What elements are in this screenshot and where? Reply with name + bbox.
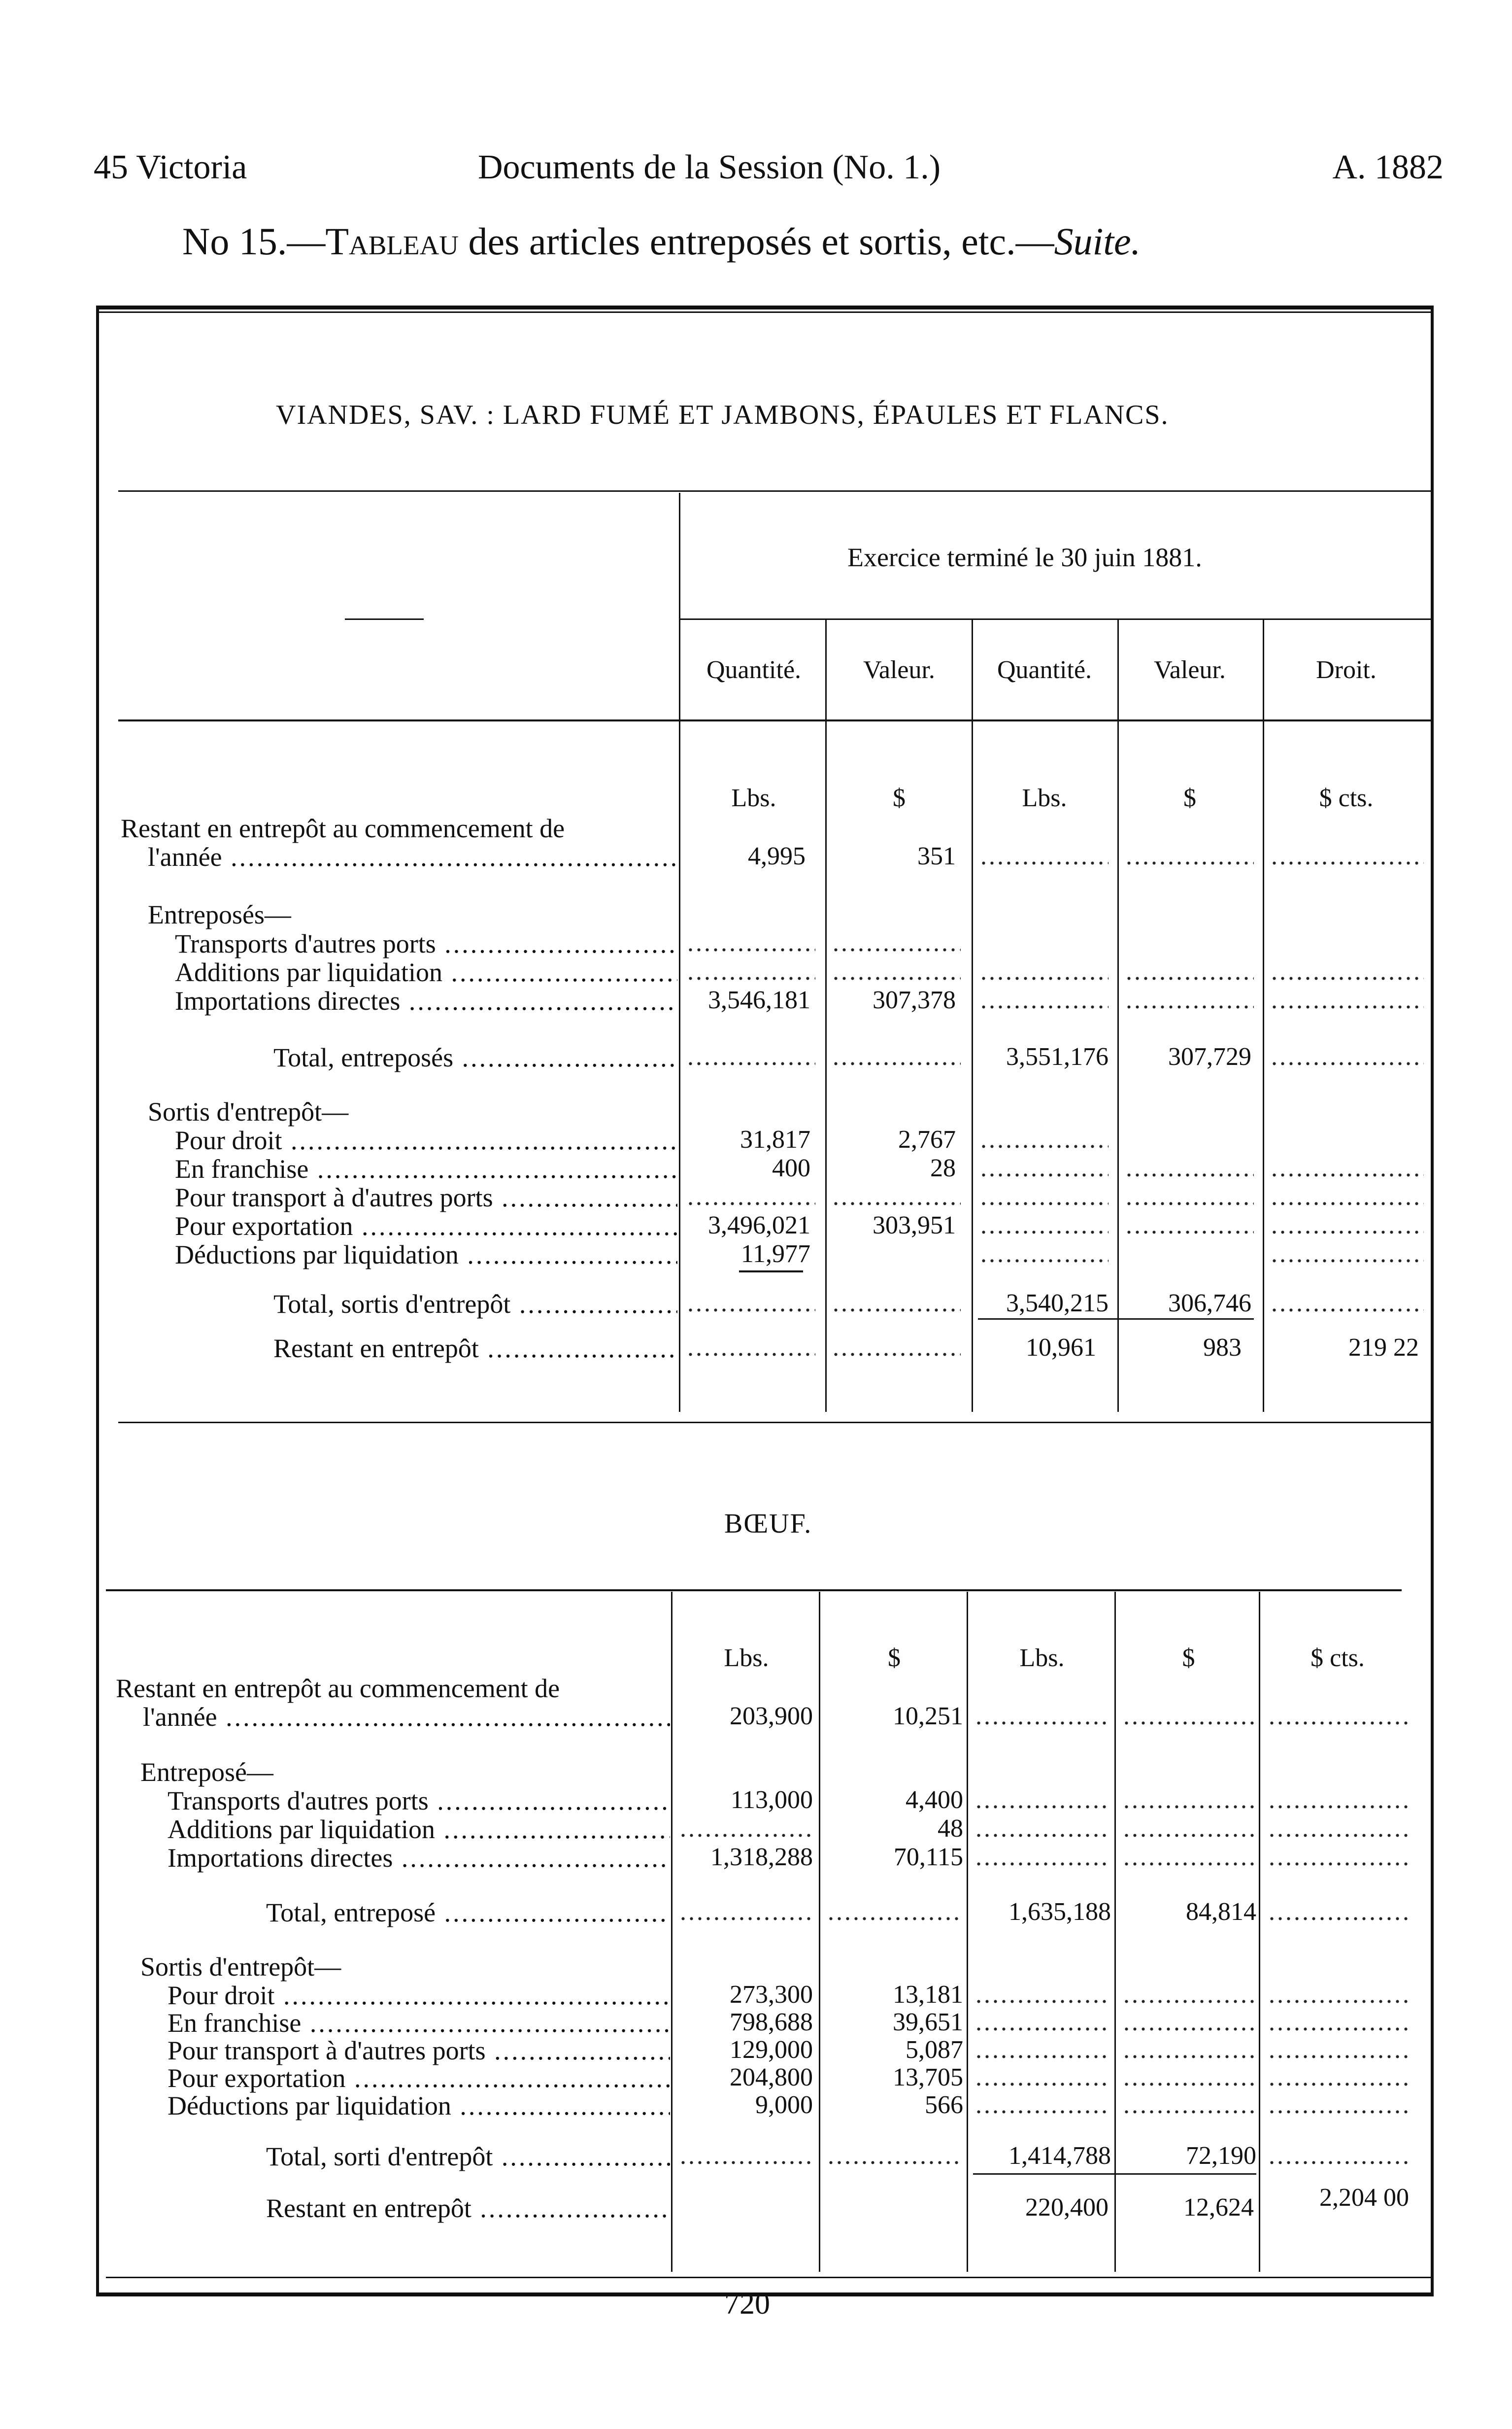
s2-sortis-v2-dots-a: [1123, 1980, 1254, 2009]
s1-restant-final: Restant en entrepôt .....: [273, 1333, 677, 1362]
s2-vrule-2: [819, 1592, 820, 2272]
caption-main: des articles entreposés et sortis, etc.—: [459, 220, 1054, 263]
s2-entr1-v: 48: [938, 1814, 963, 1843]
s2-sortis-row-2: Pour transport à d'autres ports .....: [168, 2035, 670, 2064]
caption-smallcaps: Tableau: [325, 220, 459, 263]
s1-entr0-q-dots: [687, 928, 815, 958]
s2-entr2-v: 70,115: [893, 1843, 963, 1871]
s2-sortis-droit-dots-a: [1269, 1980, 1411, 2009]
section1-title: VIANDES, SAV. : LARD FUMÉ ET JAMBONS, ÉPAULES ET FLANCS.: [276, 400, 1169, 430]
s2-tot-sortis-droit-dots: [1269, 2141, 1411, 2170]
s1-vrule-5: [1263, 620, 1264, 1412]
s1-sortis1-v: 28: [930, 1154, 956, 1182]
s1-entr-row-2: Importations directes .....: [175, 986, 677, 1014]
s2-restant-row-2: l'année .....: [116, 1702, 670, 1730]
s1-tot-entr-droit-dots: [1271, 1042, 1424, 1071]
s1-unit-lbs-2: Lbs.: [1022, 784, 1067, 812]
table-caption: [182, 219, 1141, 264]
s1-restant-q: 4,995: [748, 842, 806, 870]
section-divider: [118, 1422, 1431, 1423]
s2-restant-final-droit: 2,204 00: [1319, 2184, 1409, 2212]
s2-unit-cts: $ cts.: [1310, 1644, 1365, 1672]
s1-restant-final-v: 983: [1203, 1334, 1242, 1362]
header-right: A. 1882: [1332, 148, 1444, 186]
s2-entr-droit-dots-a: [1269, 1785, 1411, 1814]
s1-sortis-row-4: Déductions par liquidation .....: [175, 1239, 677, 1268]
s2-restant-q2-dots: [975, 1702, 1109, 1731]
s1-entr-row-1: Additions par liquidation .....: [175, 957, 677, 986]
s1-entr0-v-dots: [833, 928, 961, 958]
s2-entr1-q-dots: [680, 1814, 813, 1843]
s2-vrule-5: [1259, 1592, 1260, 2272]
s2-sortis3-v: 13,705: [893, 2063, 963, 2091]
s1-restant-row-2: [121, 842, 677, 870]
s1-restant-final-droit: 219 22: [1348, 1334, 1419, 1362]
s1-import-q: 3,546,181: [708, 986, 810, 1014]
s1-sortis2-q-dots: [687, 1182, 815, 1211]
s1-tot-sortis-q-dots: [687, 1289, 815, 1318]
s2-sortis-q2-dots-a: [975, 1980, 1109, 2009]
s1-restant-label-2: l'année .....: [148, 842, 677, 872]
caption-prefix: No 15.—: [182, 220, 326, 263]
s2-unit-dollar-1: $: [888, 1644, 901, 1672]
s1-entr-droit-dots-b: [1271, 986, 1424, 1015]
s2-entr-v2-dots-b: [1123, 1814, 1254, 1843]
s2-vrule-4: [1114, 1592, 1116, 2272]
s2-total-sortis-v: 72,190: [1186, 2142, 1256, 2170]
s1-sortis-row-2: Pour transport à d'autres ports .....: [175, 1182, 677, 1211]
s2-sortis-droit-dots-e: [1269, 2090, 1411, 2120]
s2-entr-q2-dots-c: [975, 1843, 1109, 1872]
s2-entr2-q: 1,318,288: [710, 1843, 813, 1871]
s1-tot-entr-q-dots: [687, 1042, 815, 1071]
running-header: [94, 148, 1444, 202]
s2-sortis4-q: 9,000: [755, 2091, 813, 2119]
s2-sortis-heading: Sortis d'entrepôt—: [140, 1952, 341, 1982]
s2-sortis4-v: 566: [925, 2091, 963, 2119]
s2-sortis-q2-dots-c: [975, 2035, 1109, 2064]
s1-sortis-v2-dots-a: [1126, 1154, 1254, 1183]
s1-sortis-q2-dots-d: [980, 1211, 1109, 1240]
s1-restant-final-q: 10,961: [1026, 1334, 1096, 1362]
frame-top-inner: [96, 311, 1434, 313]
s2-sortis1-v: 39,651: [893, 2008, 963, 2036]
s1-sortis1-q: 400: [772, 1154, 810, 1182]
col-droit: Droit.: [1316, 656, 1377, 684]
s2-restant-final-q: 220,400: [1025, 2193, 1109, 2222]
s1-entr1-v-dots: [833, 957, 961, 986]
exercice-title: Exercice terminé le 30 juin 1881.: [847, 543, 1202, 572]
s2-entr-q2-dots-a: [975, 1785, 1109, 1814]
s2-sortis1-q: 798,688: [730, 2008, 813, 2036]
s2-restant-final-v: 12,624: [1183, 2193, 1254, 2222]
s2-unit-dollar-2: $: [1182, 1644, 1195, 1672]
s1-restant-v: 351: [917, 842, 956, 870]
s1-unit-cts: $ cts.: [1319, 784, 1374, 812]
s1-sortis-q2-dots-b: [980, 1154, 1109, 1183]
s2-entr-row-1: Additions par liquidation .....: [168, 1814, 670, 1843]
section2-title: BŒUF.: [724, 1508, 812, 1539]
s2-sortis-droit-dots-c: [1269, 2035, 1411, 2064]
s1-sortis-row-1: En franchise .....: [175, 1154, 677, 1182]
s1-restant-droit-dots: [1271, 842, 1424, 871]
s1-sortis-v2-dots-c: [1126, 1211, 1254, 1240]
s2-tot-entr-v-dots: [828, 1897, 961, 1926]
s2-unit-lbs-1: Lbs.: [724, 1644, 769, 1672]
s2-sortis0-q: 273,300: [730, 1981, 813, 2009]
s1-total-sortis-v: 306,746: [1168, 1289, 1251, 1317]
s1-tot-sortis-droit-dots: [1271, 1289, 1424, 1318]
s1-entr-q2-dots-b: [980, 986, 1109, 1015]
s2-sortis-droit-dots-d: [1269, 2063, 1411, 2092]
s2-restant-label-1: Restant en entrepôt au commencement de: [116, 1674, 560, 1703]
s2-vrule-3: [967, 1592, 968, 2272]
s1-total-sortis: Total, sortis d'entrepôt .....: [273, 1289, 677, 1317]
header-bottom-rule: [118, 719, 1431, 721]
col-valeur-2: Valeur.: [1154, 656, 1226, 684]
s1-sortis2-v-dots: [833, 1182, 961, 1211]
s2-total-sortis: Total, sorti d'entrepôt .....: [266, 2141, 670, 2170]
s1-entr-v2-dots-a: [1126, 957, 1254, 986]
page-number: 720: [724, 2287, 770, 2321]
col-quantite-2: Quantité.: [997, 656, 1092, 684]
s2-sortis-row-4: Déductions par liquidation .....: [168, 2090, 670, 2119]
s1-unit-dollar-1: $: [893, 784, 906, 812]
s1-restant-q2-dots: [980, 842, 1109, 871]
s1-entr1-q-dots: [687, 957, 815, 986]
s1-entr-q2-dots-a: [980, 957, 1109, 986]
header-left: 45 Victoria: [94, 148, 247, 186]
s2-total-entr-q: 1,635,188: [1008, 1898, 1111, 1926]
s1-tot-sortis-v-dots: [833, 1289, 961, 1318]
s2-entr0-v: 4,400: [906, 1786, 963, 1814]
s1-import-v: 307,378: [873, 986, 956, 1014]
s1-sortis3-q: 3,496,021: [708, 1211, 810, 1239]
s1-total-sortis-underline: [978, 1318, 1254, 1320]
s2-sortis-q2-dots-d: [975, 2063, 1109, 2092]
s2-entr-row-2: Importations directes .....: [168, 1843, 670, 1871]
s2-sortis3-q: 204,800: [730, 2063, 813, 2091]
s2-restant-final: Restant en entrepôt .....: [266, 2193, 670, 2222]
s1-total-entr-q: 3,551,176: [1006, 1043, 1109, 1071]
s2-sortis2-v: 5,087: [906, 2036, 963, 2064]
s1-sortis0-q: 31,817: [740, 1126, 810, 1154]
s2-tot-entr-droit-dots: [1269, 1897, 1411, 1926]
s1-vrule-2: [825, 620, 827, 1412]
s1-sortis-v2-dots-b: [1126, 1182, 1254, 1211]
header-center: Documents de la Session (No. 1.): [478, 148, 941, 186]
s2-restant-q: 203,900: [730, 1702, 813, 1730]
s2-sortis-v2-dots-b: [1123, 2008, 1254, 2037]
s2-sortis-q2-dots-b: [975, 2008, 1109, 2037]
s2-entr-v2-dots-c: [1123, 1843, 1254, 1872]
s2-sortis-row-1: En franchise .....: [168, 2008, 670, 2036]
frame-top: [96, 306, 1434, 309]
s1-entr-v2-dots-b: [1126, 986, 1254, 1015]
s2-entr-row-0: Transports d'autres ports .....: [168, 1785, 670, 1814]
s1-sortis3-v: 303,951: [873, 1211, 956, 1239]
s2-sortis2-q: 129,000: [730, 2036, 813, 2064]
frame-left: [96, 306, 99, 2296]
s2-restant-v2-dots: [1123, 1702, 1254, 1731]
s1-sortis4-q: 11,977: [740, 1240, 810, 1268]
s2-entr-droit-dots-b: [1269, 1814, 1411, 1843]
s2-total-sortis-underline: [973, 2173, 1256, 2175]
stub-dash: [345, 618, 424, 620]
section2-title-rule: [106, 1589, 1402, 1591]
s2-tot-entr-q-dots: [680, 1897, 813, 1926]
s1-sortis-droit-dots-b: [1271, 1182, 1424, 1211]
s1-sortis-underline: [739, 1270, 803, 1272]
s2-sortis-v2-dots-d: [1123, 2063, 1254, 2092]
s1-sortis-q2-dots-c: [980, 1182, 1109, 1211]
s1-vrule-1: [679, 493, 680, 1412]
s2-entr-droit-dots-c: [1269, 1843, 1411, 1872]
s1-sortis-q2-dots-a: [980, 1125, 1109, 1154]
s1-entr-row-0: Transports d'autres ports .....: [175, 928, 677, 957]
s2-sortis-q2-dots-e: [975, 2090, 1109, 2120]
s2-vrule-1: [671, 1592, 672, 2272]
s1-sortis-droit-dots-c: [1271, 1211, 1424, 1240]
col-valeur-1: Valeur.: [863, 656, 935, 684]
s1-restant-row: [121, 813, 677, 842]
s2-sortis-v2-dots-e: [1123, 2090, 1254, 2120]
s2-unit-lbs-2: Lbs.: [1019, 1644, 1065, 1672]
s1-sortis-row-3: Pour exportation .....: [175, 1211, 677, 1239]
exercice-rule: [680, 618, 1431, 620]
s1-total-entreposes: Total, entreposés .....: [273, 1042, 677, 1071]
col-quantite-1: Quantité.: [706, 656, 802, 684]
s1-sortis-heading: Sortis d'entrepôt—: [148, 1097, 349, 1127]
s2-sortis-row-3: Pour exportation .....: [168, 2063, 670, 2091]
s2-sortis0-v: 13,181: [893, 1981, 963, 2009]
s1-restant-label-1: Restant en entrepôt au commencement de: [121, 814, 565, 843]
s1-total-entr-v: 307,729: [1168, 1043, 1251, 1071]
s1-entr-droit-dots-a: [1271, 957, 1424, 986]
s1-sortis-droit-dots-a: [1271, 1154, 1424, 1183]
s2-restant-droit-dots: [1269, 1702, 1411, 1731]
s2-entreposes-heading: Entreposé—: [140, 1757, 273, 1787]
s1-sortis-q2-dots-e: [980, 1239, 1109, 1268]
s1-restant-v2-dots: [1126, 842, 1254, 871]
s2-entr0-q: 113,000: [730, 1786, 813, 1814]
s2-restant-v: 10,251: [893, 1702, 963, 1730]
frame-right: [1431, 306, 1434, 2296]
s2-sortis-droit-dots-b: [1269, 2008, 1411, 2037]
caption-suite: Suite.: [1054, 220, 1141, 263]
s2-tot-sortis-v-dots: [828, 2141, 961, 2170]
s1-sortis0-v: 2,767: [898, 1126, 956, 1154]
s2-total-sortis-q: 1,414,788: [1008, 2142, 1111, 2170]
s1-unit-dollar-2: $: [1183, 784, 1196, 812]
table-bottom-rule: [106, 2277, 1431, 2278]
s2-total-entr-v: 84,814: [1186, 1898, 1256, 1926]
s2-restant-row: [116, 1673, 670, 1702]
s2-sortis-v2-dots-c: [1123, 2035, 1254, 2064]
s1-sortis-row-0: Pour droit .....: [175, 1125, 677, 1154]
section1-title-rule: [118, 490, 1431, 492]
s1-unit-lbs-1: Lbs.: [731, 784, 776, 812]
s1-restant-final-q-dots: [687, 1333, 815, 1362]
s2-sortis-row-0: Pour droit .....: [168, 1980, 670, 2009]
s2-entr-v2-dots-a: [1123, 1785, 1254, 1814]
s2-tot-sortis-q-dots: [680, 2141, 813, 2170]
s1-entreposes-heading: Entreposés—: [148, 900, 291, 929]
s1-sortis-droit-dots-d: [1271, 1239, 1424, 1268]
s1-total-sortis-q: 3,540,215: [1006, 1289, 1109, 1317]
s2-total-entreposes: Total, entreposé .....: [266, 1897, 670, 1926]
s1-tot-entr-v-dots: [833, 1042, 961, 1071]
s1-restant-final-v-dots: [833, 1333, 961, 1362]
s2-entr-q2-dots-b: [975, 1814, 1109, 1843]
